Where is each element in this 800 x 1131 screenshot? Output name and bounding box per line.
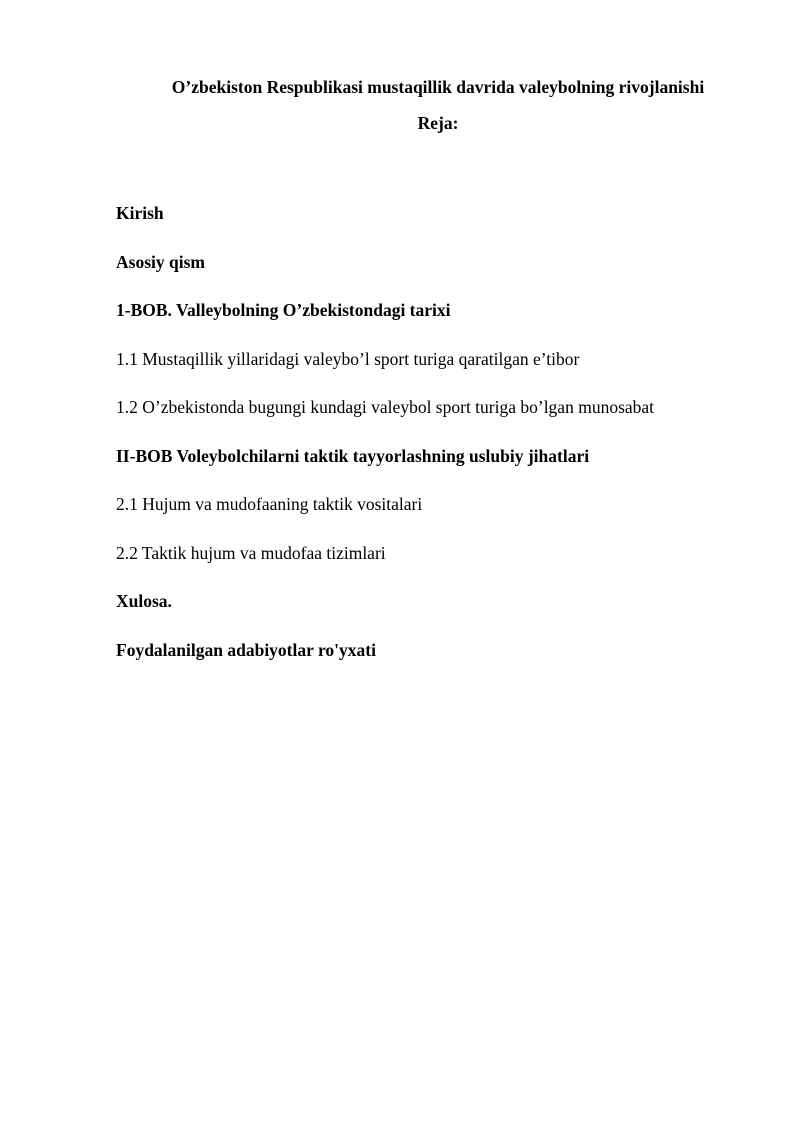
toc-item-chapter-1: 1-BOB. Valleybolning O’zbekistondagi tarixi xyxy=(116,300,451,320)
toc-item-section-1-1: 1.1 Mustaqillik yillaridagi valeybo’l sport turiga qaratilgan e’tibor xyxy=(116,348,580,369)
document-title: O’zbekiston Respublikasi mustaqillik davrida valeybolning rivojlanishi xyxy=(171,77,705,97)
toc-item-introduction: Kirish xyxy=(116,203,164,223)
plan-heading: Reja: xyxy=(417,113,459,133)
toc-item-conclusion: Xulosa. xyxy=(116,591,172,611)
toc-item-section-2-1: 2.1 Hujum va mudofaaning taktik vositalari xyxy=(116,494,423,514)
toc-item-main-part: Asosiy qism xyxy=(116,251,205,272)
toc-item-section-1-2: 1.2 O’zbekistonda bugungi kundagi valeybol sport turiga bo’lgan munosabat xyxy=(116,397,655,417)
table-of-contents xyxy=(116,202,776,687)
toc-item-references: Foydalanilgan adabiyotlar ro'yxati xyxy=(116,639,376,660)
toc-item-chapter-2: II-BOB Voleybolchilarni taktik tayyorlashning uslubiy jihatlari xyxy=(116,445,590,466)
toc-item-section-2-2: 2.2 Taktik hujum va mudofaa tizimlari xyxy=(116,542,386,563)
